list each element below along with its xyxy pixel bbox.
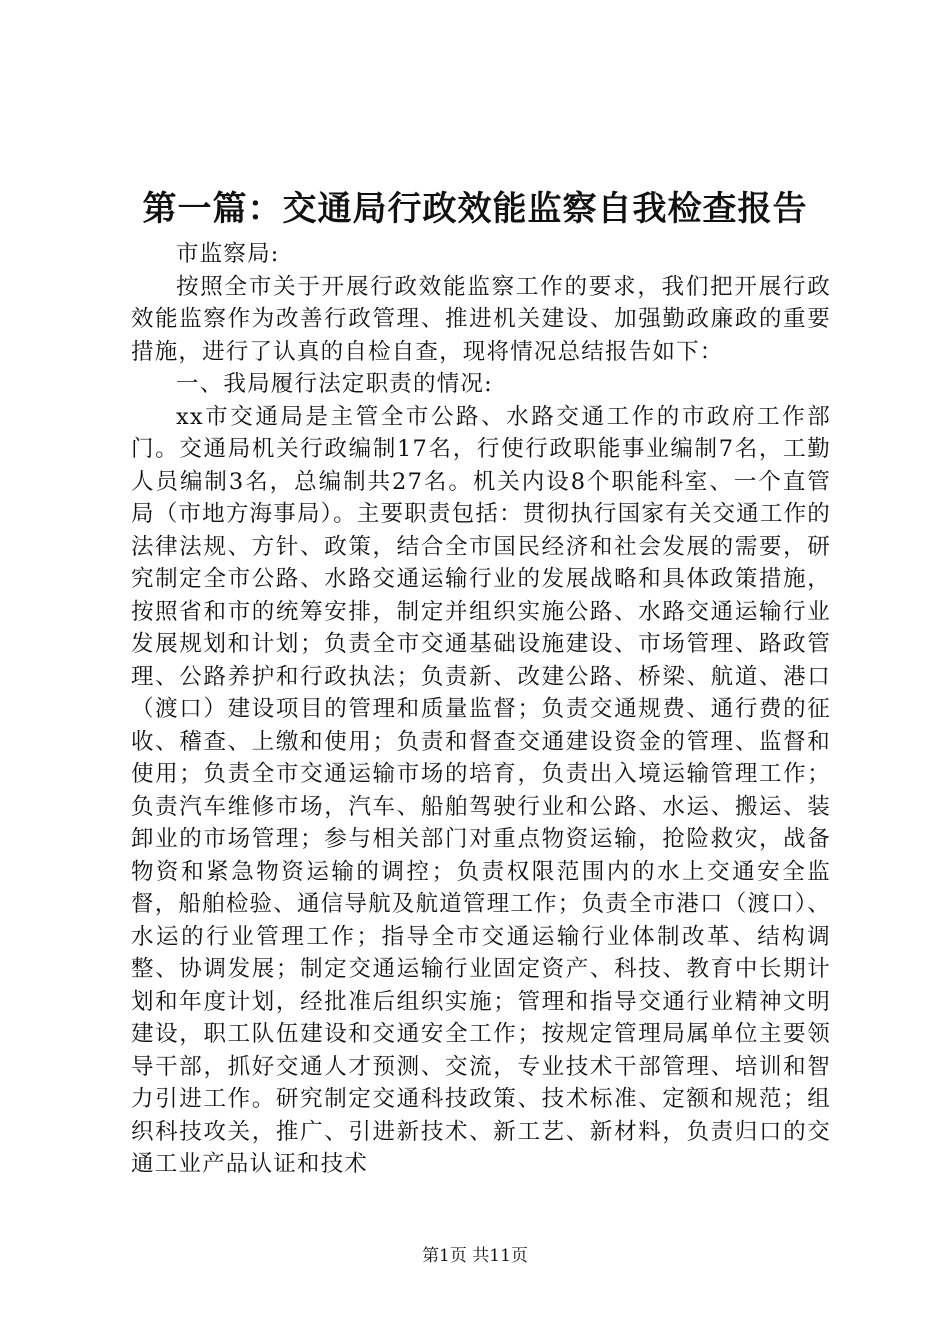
intro-paragraph: 按照全市关于开展行政效能监察工作的要求，我们把开展行政效能监察作为改善行政管理、推进机关建设、加强勤政廉政的重要措施，进行了认真的自检自查，现将情况总结报告如下： [131,273,831,365]
duties-paragraph: xx市交通局是主管全市公路、水路交通工作的市政府工作部门。交通局机关行政编制17名，行使行政职能事业编制7名，工勤人员编制3名，总编制共27名。机关内设8个职能科室、一个直管局（市地方海事局）。主要职责包括：贯彻执行国家有关交通工作的法律法规、方针、政策，结合全市国民经济和社会发展的需要，研究制定全市公路、水路交通运输行业的发展战略和具体政策措施，按照省和市的统筹安排，制定并组织实施公路、水路交通运输行业发展规划和计划；负责全市交通基础设施建设、市场管理、路政管理、公路养护和行政执法；负责新、改建公路、桥梁、航道、港口（渡口）建设项目的管理和质量监督；负责交通规费、通行费的征收、稽查、上缴和使用；负责和督查交通建设资金的管理、监督和使用；负责全市交通运输市场的培育，负责出入境运输管理工作；负责汽车维修市场，汽车、船舶驾驶行业和公路、水运、搬运、装卸业的市场管理；参与相关部门对重点物资运输，抢险救灾，战备物资和紧急物资运输的调控；负责权限范围内的水上交通安全监督，船舶检验、通信导航及航道管理工作；负责全市港口（渡口）、水运的行业管理工作；指导全市交通运输行业体制改革、结构调整、协调发展；制定交通运输行业固定资产、科技、教育中长期计划和年度计划，经批准后组织实施；管理和指导交通行业精神文明建设，职工队伍建设和交通安全工作；按规定管理局属单位主要领导干部，抓好交通人才预测、交流，专业技术干部管理、培训和智力引进工作。研究制定交通科技政策、技术标准、定额和规范；组织科技攻关，推广、引进新技术、新工艺、新材料，负责归口的交通工业产品认证和技术 [131,403,831,1177]
page-number-footer: 第1页 共11页 [422,1246,528,1266]
document-title: 第一篇：交通局行政效能监察自我检查报告 [142,189,808,229]
document-body [131,238,831,1181]
salutation-paragraph: 市监察局: [176,241,280,267]
section-heading: 一、我局履行法定职责的情况: [176,371,493,397]
